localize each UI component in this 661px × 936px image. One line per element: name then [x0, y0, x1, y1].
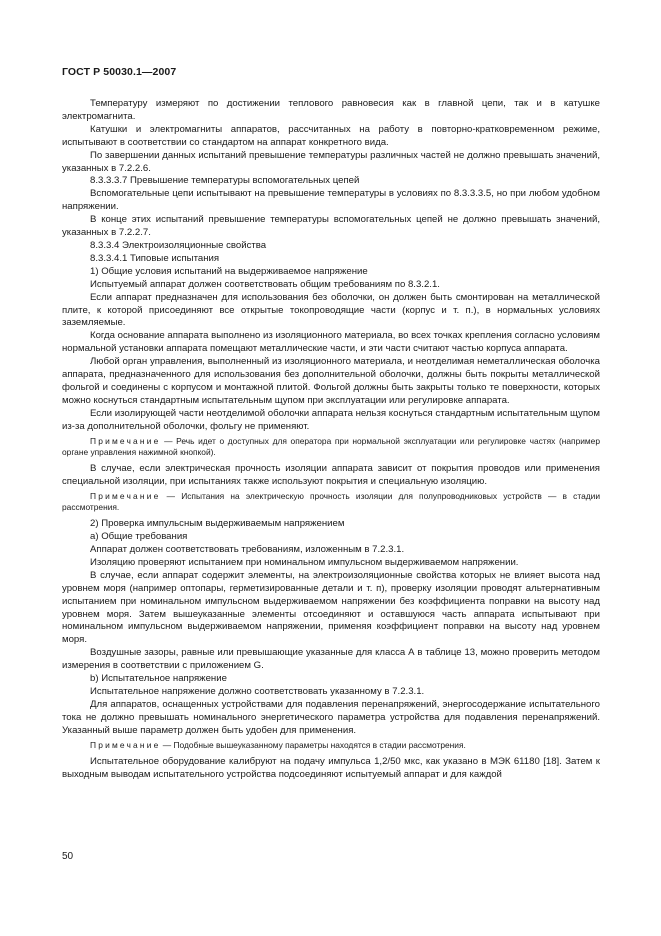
body-paragraph: а) Общие требования: [90, 531, 188, 543]
note-paragraph: [62, 740, 600, 751]
body-paragraph: Испытательное напряжение должно соответствовать указанному в 7.2.3.1.: [90, 685, 425, 697]
body-paragraph: 2) Проверка импульсным выдерживаемым напряжением: [90, 518, 345, 530]
body-paragraph: Если изолирующей части неотделимой оболочки аппарата нельзя коснуться стандартным испытательным щупом из-за дополнительной оболочки, фольгу не применяют.: [62, 407, 600, 432]
body-paragraph: В конце этих испытаний превышение температуры вспомогательных цепей не должно превышать значений, указанных в 7.2.2.7.: [62, 214, 600, 239]
note-label: Примечание: [90, 739, 161, 750]
body-paragraph: Вспомогательные цепи испытывают на превышение температуры в условиях по 8.3.3.3.5, но при любом удобном напряжении.: [62, 188, 600, 213]
body-paragraph: Любой орган управления, выполненный из изоляционного материала, и неотделимая неметаллическая оболочка аппарата, предназначенного для использования без дополнительной оболочки, должны быть покрыты металлической фольгой и соединены с корпусом и монтажной плитой. Фольгой должны быть закрыты только те поверхности, которых можно коснуться стандартным испытательным щупом при эксплуатации или регулировке аппарата.: [62, 356, 600, 406]
body-paragraph: 8.3.3.4 Электроизоляционные свойства: [90, 239, 267, 251]
note-text: — Речь идет о доступных для оператора при нормальной эксплуатации или регулировке частях (например органе управления нажимной кнопкой).: [62, 435, 600, 457]
body-paragraph: В случае, если аппарат содержит элементы, на электроизоляционные свойства которых не влияет высота над уровнем моря (например оптопары, герметизированные детали и т. п), проверку изоляции проводят альтернативным испытанием при номинальном импульсном выдерживаемом напряжении без коэффициента поправки на высоту над уровнем моря. Затем вышеуказанные элементы отсоединяют и оставшуюся часть аппарата испытывают при номинальном импульсном выдерживаемом напряжении, применяя коэффициент поправки на высоту над уровнем моря.: [62, 569, 600, 646]
body-paragraph: Температуру измеряют по достижении теплового равновесия как в главной цепи, так и в катушке электромагнита.: [62, 98, 600, 122]
note-label: Примечание: [90, 435, 161, 446]
body-paragraph: Испытательное оборудование калибруют на подачу импульса 1,2/50 мкс, как указано в МЭК 61180 [18]. Затем к выходным выводам испытательного устройства подсоединяют испытуемый аппарат и для каждой: [62, 755, 600, 780]
note-text: — Подобные вышеуказанному параметры находятся в стадии рассмотрения.: [160, 739, 466, 750]
body-paragraph: Для аппаратов, оснащенных устройствами для подавления перенапряжений, энергосодержание испытательного тока не должно превышать номинального энергетического параметра устройства для подавления перенапряжений. Указанный выше параметр должен быть удобен для применения.: [62, 698, 600, 736]
body-paragraph: Если аппарат предназначен для использования без оболочки, он должен быть смонтирован на металлической плите, к которой присоединяют все открытые токопроводящие части (корпус и т. п.), в нормальных условиях заземляемые.: [62, 291, 600, 329]
body-paragraph: Изоляцию проверяют испытанием при номинальном импульсном выдерживаемом напряжении.: [90, 556, 519, 568]
body-paragraph: 1) Общие условия испытаний на выдерживаемое напряжение: [90, 265, 368, 277]
body-paragraph: b) Испытательное напряжение: [90, 673, 227, 685]
body-paragraph: Аппарат должен соответствовать требованиям, изложенным в 7.2.3.1.: [90, 544, 405, 555]
body-paragraph: 8.3.3.4.1 Типовые испытания: [90, 252, 220, 264]
document-body: [62, 98, 600, 782]
page-number: 50: [62, 851, 74, 862]
body-paragraph: Когда основание аппарата выполнено из изоляционного материала, во всех точках крепления согласно условиям нормальной установки аппарата помещают металлические части, и эти части считают частью корпуса аппарата.: [62, 330, 600, 355]
note-text: — Испытания на электрическую прочность изоляции для полупроводниковых устройств — в стадии рассмотрения.: [62, 490, 600, 512]
note-paragraph: [62, 436, 600, 458]
body-paragraph: Катушки и электромагниты аппаратов, рассчитанных на работу в повторно-кратковременном режиме, испытывают в соответствии со стандартом на аппарат конкретного вида.: [62, 123, 600, 148]
body-paragraph: Испытуемый аппарат должен соответствовать общим требованиям по 8.3.2.1.: [90, 278, 440, 290]
note-paragraph: [62, 491, 600, 513]
body-paragraph: Воздушные зазоры, равные или превышающие указанные для класса А в таблице 13, можно проверить методом измерения в соответствии с приложением G.: [62, 647, 600, 672]
note-label: Примечание: [90, 490, 161, 501]
body-paragraph: В случае, если электрическая прочность изоляции аппарата зависит от покрытия проводов или применения специальной изоляции, при испытаниях также используют покрытия и специальную изоляцию.: [62, 462, 600, 487]
body-paragraph: По завершении данных испытаний превышение температуры различных частей не должно превышать значений, указанных в 7.2.2.6.: [62, 149, 600, 174]
body-paragraph: 8.3.3.3.7 Превышение температуры вспомогательных цепей: [90, 175, 360, 187]
document-header: ГОСТ Р 50030.1—2007: [62, 66, 177, 78]
